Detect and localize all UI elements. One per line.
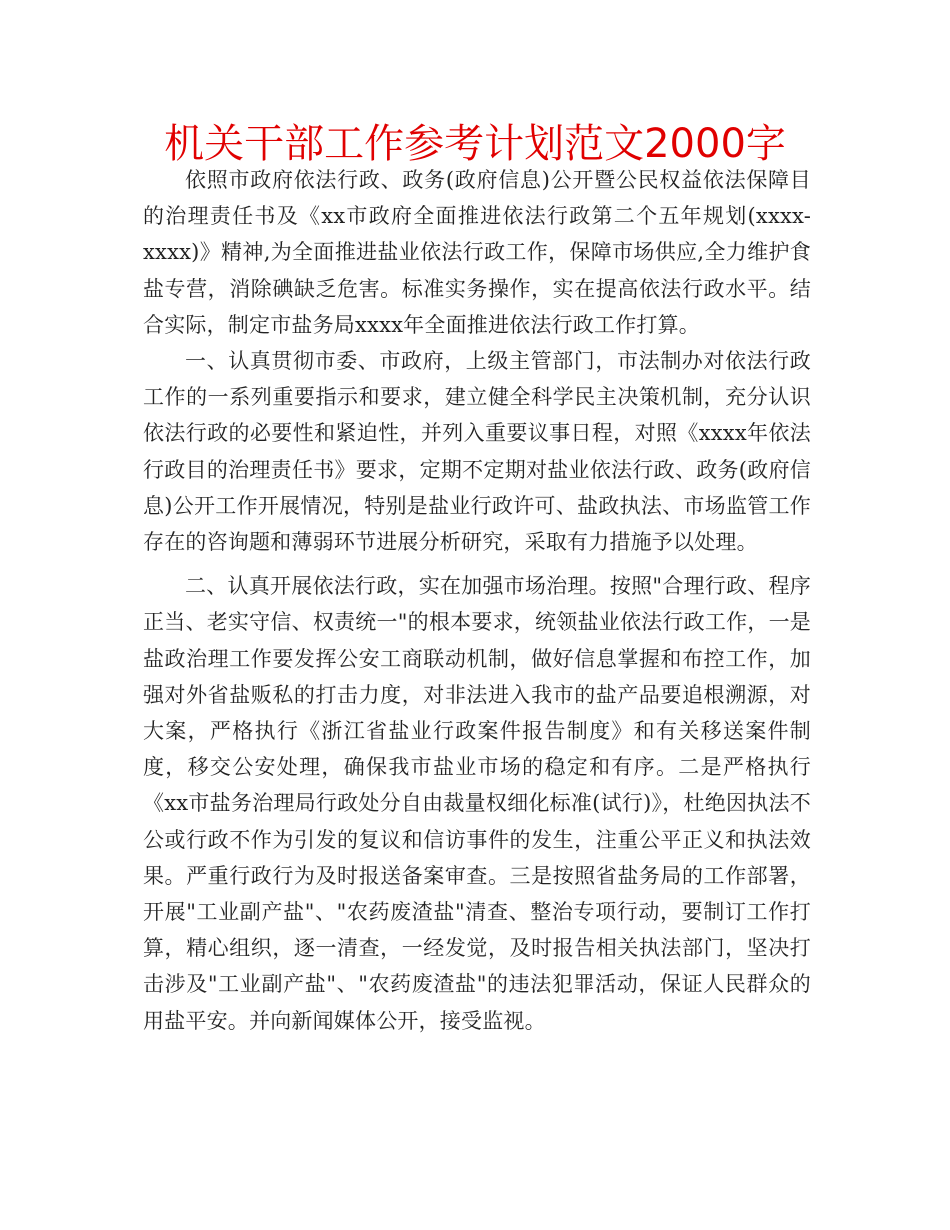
paragraph-intro: 依照市政府依法行政、政务(政府信息)公开暨公民权益依法保障目的治理责任书及《xx市政府全面推进依法行政第二个五年规划(xxxx-xxxx)》精神,为全面推进盐业依法行政工作，保障市场供应,全力维护食盐专营，消除碘缺乏危害。标准实务操作，实在提高依法行政水平。结合实际，制定市盐务局xxxx年全面推进依法行政工作打算。 <box>143 168 811 337</box>
document-body <box>143 162 811 1039</box>
paragraph-section-two: 二、认真开展依法行政，实在加强市场治理。按照"合理行政、程序正当、老实守信、权责统一"的根本要求，统领盐业依法行政工作，一是盐政治理工作要发挥公安工商联动机制，做好信息掌握和布控工作，加强对外省盐贩私的打击力度，对非法进入我市的盐产品要追根溯源，对大案，严格执行《浙江省盐业行政案件报告制度》和有关移送案件制度，移交公安处理，确保我市盐业市场的稳定和有序。二是严格执行《xx市盐务治理局行政处分自由裁量权细化标准(试行)》，杜绝因执法不公或行政不作为引发的复议和信访事件的发生，注重公平正义和执法效果。严重行政行为及时报送备案审查。三是按照省盐务局的工作部署，开展"工业副产盐"、"农药废渣盐"清查、整治专项行动，要制订工作打算，精心组织，逐一清查，一经发觉，及时报告相关执法部门，坚决打击涉及"工业副产盐"、"农药废渣盐"的违法犯罪活动，保证人民群众的用盐平安。并向新闻媒体公开，接受监视。 <box>143 574 811 1033</box>
document-title: 机关干部工作参考计划范文2000字 <box>164 121 786 167</box>
paragraph-section-one: 一、认真贯彻市委、市政府，上级主管部门，市法制办对依法行政工作的一系列重要指示和要求，建立健全科学民主决策机制，充分认识依法行政的必要性和紧迫性，并列入重要议事日程，对照《xxxx年依法行政目的治理责任书》要求，定期不定期对盐业依法行政、政务(政府信息)公开工作开展情况，特别是盐业行政许可、盐政执法、市场监管工作存在的咨询题和薄弱环节进展分析研究，采取有力措施予以处理。 <box>143 349 811 555</box>
